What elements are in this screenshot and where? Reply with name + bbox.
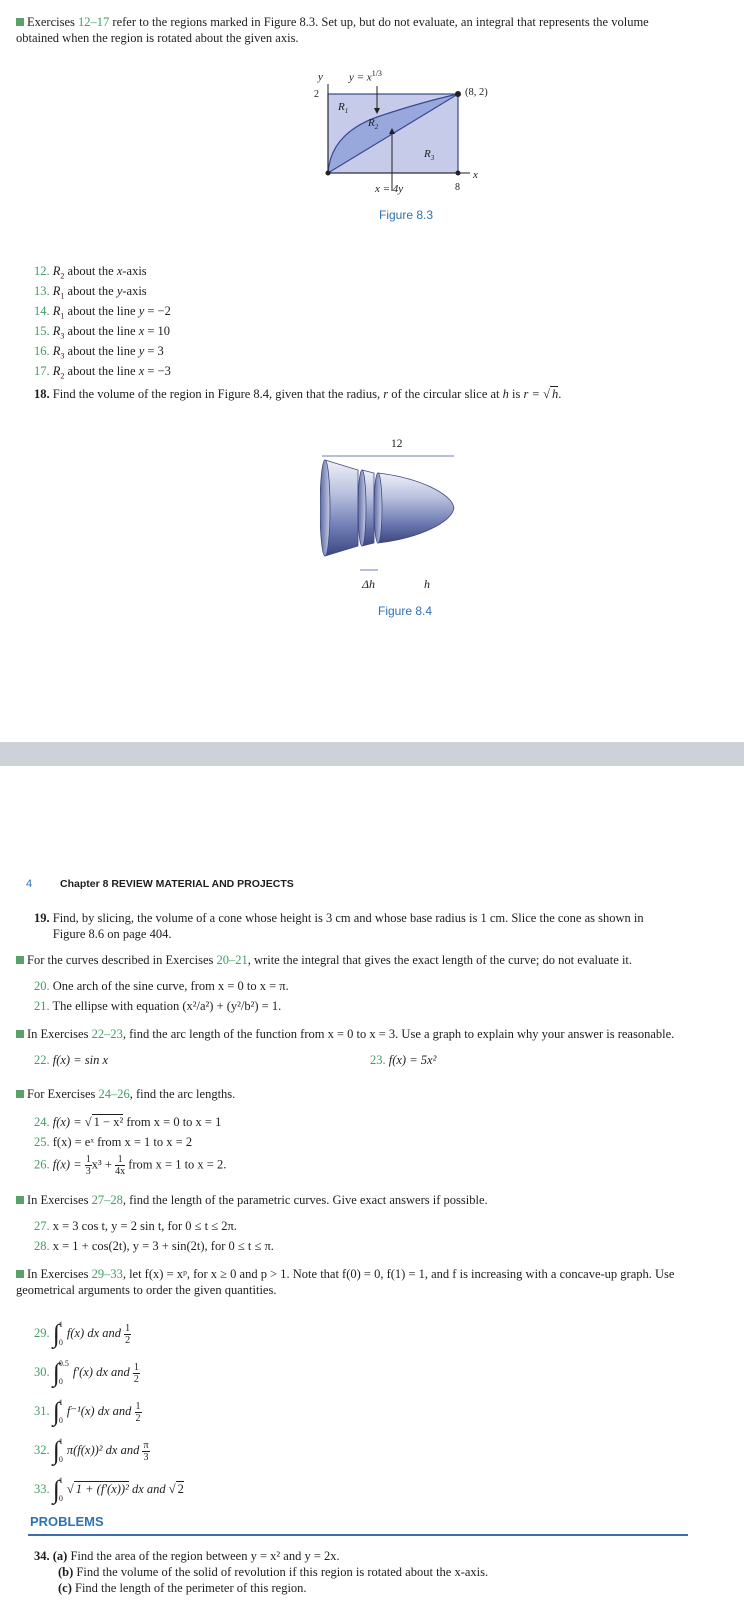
exercise-12: 12. $R_2$ about the x-axis	[34, 264, 147, 281]
fig83-y-label: y	[318, 71, 323, 83]
exercise-31: 31. ∫ 1 0 f⁻¹(x) dx and $\frac{1}{2}$	[34, 1397, 141, 1426]
exercise-25: 25. f(x) = eˣ from x = 1 to x = 2	[34, 1135, 193, 1149]
fig83-line-label: x = 4y	[375, 183, 404, 195]
fraction: $\frac{1}{4x}$	[115, 1154, 126, 1177]
exercise-range-link[interactable]: 27–28	[91, 1193, 123, 1207]
exercise-17: 17. $R_2$ about the line x = −3	[34, 364, 171, 381]
point-8-2	[455, 91, 461, 97]
chapter-running-title: Chapter 8 REVIEW MATERIAL AND PROJECTS	[60, 878, 294, 890]
fig84-length-label: 12	[391, 438, 403, 450]
exercise-14: 14. $R_1$ about the line y = −2	[34, 304, 171, 321]
section-marker	[16, 1030, 24, 1038]
page-number: 4	[26, 878, 33, 890]
exercise-28: 28. x = 1 + cos(2t), y = 3 + sin(2t), for 0 ≤ t ≤ π.	[34, 1239, 274, 1253]
figure-8-4	[320, 448, 470, 598]
exercises-12-17-intro: Exercises 12–17 refer to the regions marked in Figure 8.3. Set up, but do not evaluate, an integral that represents the volume obtained when the region is rotated about the given axis.	[16, 15, 649, 45]
exercise-range-link[interactable]: 24–26	[98, 1087, 130, 1101]
exercise-18: 18. Find the volume of the region in Figure 8.4, given that the radius, r of the circular slice at h is r = √ h.	[34, 387, 562, 401]
fig83-r2-label: $R_2$	[368, 117, 379, 132]
fraction: $\frac{1}{2}$	[133, 1361, 139, 1385]
exercise-27: 27. x = 3 cos t, y = 2 sin t, for 0 ≤ t ≤ 2π.	[34, 1219, 237, 1233]
solid-tip	[378, 473, 454, 543]
exercise-33: 33. ∫ 1 0 √ 1 + (f′(x))² dx and √ 2	[34, 1475, 184, 1504]
fig83-curve-label: $y = x^{1/3}$	[349, 69, 382, 84]
fig84-delta-h-label: Δh	[362, 577, 376, 591]
exercises-24-26-intro: For Exercises 24–26, find the arc lengths.	[16, 1086, 692, 1102]
problems-rule	[28, 1534, 688, 1536]
fig83-r1-label: $R_1$	[338, 101, 349, 116]
exercise-30: 30. ∫ 0.5 0 f′(x) dx and $\frac{1}{2}$	[34, 1358, 139, 1387]
section-marker	[16, 18, 24, 26]
exercise-16: 16. $R_3$ about the line y = 3	[34, 344, 164, 361]
fig84-h-label: h	[424, 577, 430, 591]
exercise-13: 13. $R_1$ about the y-axis	[34, 284, 147, 301]
exercise-32: 32. ∫ 1 0 π(f(x))² dx and $\frac{\pi}{3}$	[34, 1436, 149, 1465]
fraction: $\frac{1}{2}$	[125, 1322, 131, 1346]
page-1	[0, 0, 744, 742]
exercises-20-21-intro: For the curves described in Exercises 20–21, write the integral that gives the exact length of the curve; do not evaluate it.	[16, 952, 692, 968]
fraction: $\frac{1}{3}$	[85, 1154, 91, 1177]
origin-dot	[326, 171, 331, 176]
exercise-range-link[interactable]: 20–21	[216, 953, 248, 967]
exercise-21: 21. The ellipse with equation (x²/a²) + (y²/b²) = 1.	[34, 999, 282, 1013]
section-marker	[16, 1196, 24, 1204]
point-8-0	[456, 171, 461, 176]
exercise-range-link[interactable]: 22–23	[91, 1027, 123, 1041]
page-2	[0, 766, 744, 1602]
figure-8-3-caption: Figure 8.3	[379, 208, 434, 222]
fig83-point-label: (8, 2)	[465, 87, 488, 98]
exercise-34: 34. (a) Find the area of the region between y = x² and y = 2x.	[34, 1549, 340, 1563]
exercise-15: 15. $R_3$ about the line x = 10	[34, 324, 171, 341]
exercise-19: 19. Find, by slicing, the volume of a cone whose height is 3 cm and whose base radius is 1 cm. Slice the cone as shown in Figure 8.6 on page 404.	[34, 911, 644, 941]
exercise-20: 20. One arch of the sine curve, from x = 0 to x = π.	[34, 979, 289, 993]
exercises-29-33-intro: In Exercises 29–33, let f(x) = xᵖ, for x ≥ 0 and p > 1. Note that f(0) = 0, f(1) = 1, and f is increasing with a concave-up graph. Use geometrical arguments to order the given quantities.	[16, 1267, 675, 1297]
section-marker	[16, 956, 24, 964]
problems-heading: PROBLEMS	[30, 1514, 104, 1529]
exercise-26: 26. f(x) = $\frac{1}{3}$ x³ + $\frac{1}{4x}$ from x = 1 to x = 2.	[34, 1154, 227, 1177]
fig83-r3-label: $R_3$	[424, 148, 435, 163]
section-marker	[16, 1090, 24, 1098]
solid-slice-2-face	[358, 470, 366, 546]
exercise-34-b: (b) Find the volume of the solid of revolution if this region is rotated about the x-axis.	[58, 1565, 489, 1579]
section-marker	[16, 1270, 24, 1278]
fig83-x-tick: 8	[455, 182, 460, 193]
exercise-range-link[interactable]: 12–17	[78, 15, 110, 29]
exercise-24: 24. f(x) = √ 1 − x² from x = 0 to x = 1	[34, 1115, 222, 1129]
exercise-29: 29. ∫ 1 0 f(x) dx and $\frac{1}{2}$	[34, 1319, 131, 1348]
fig83-y-tick: 2	[314, 89, 319, 100]
page-separator	[0, 742, 744, 766]
exercise-34-c: (c) Find the length of the perimeter of this region.	[58, 1581, 307, 1595]
exercise-22: 22. f(x) = sin x	[34, 1053, 109, 1067]
exercises-27-28-intro: In Exercises 27–28, find the length of the parametric curves. Give exact answers if possible.	[16, 1192, 692, 1208]
exercises-22-23-intro: In Exercises 22–23, find the arc length of the function from x = 0 to x = 3. Use a graph to explain why your answer is reasonable.	[16, 1026, 692, 1042]
solid-tip-face	[374, 473, 382, 543]
exercise-range-link[interactable]: 29–33	[91, 1267, 123, 1281]
fraction: $\frac{\pi}{3}$	[143, 1439, 149, 1463]
exercise-23: 23. f(x) = 5x²	[370, 1053, 437, 1067]
fraction: $\frac{1}{2}$	[135, 1400, 141, 1424]
solid-slice-1-face	[320, 460, 330, 556]
figure-8-4-caption: Figure 8.4	[378, 604, 433, 618]
fig83-x-label: x	[473, 169, 478, 181]
